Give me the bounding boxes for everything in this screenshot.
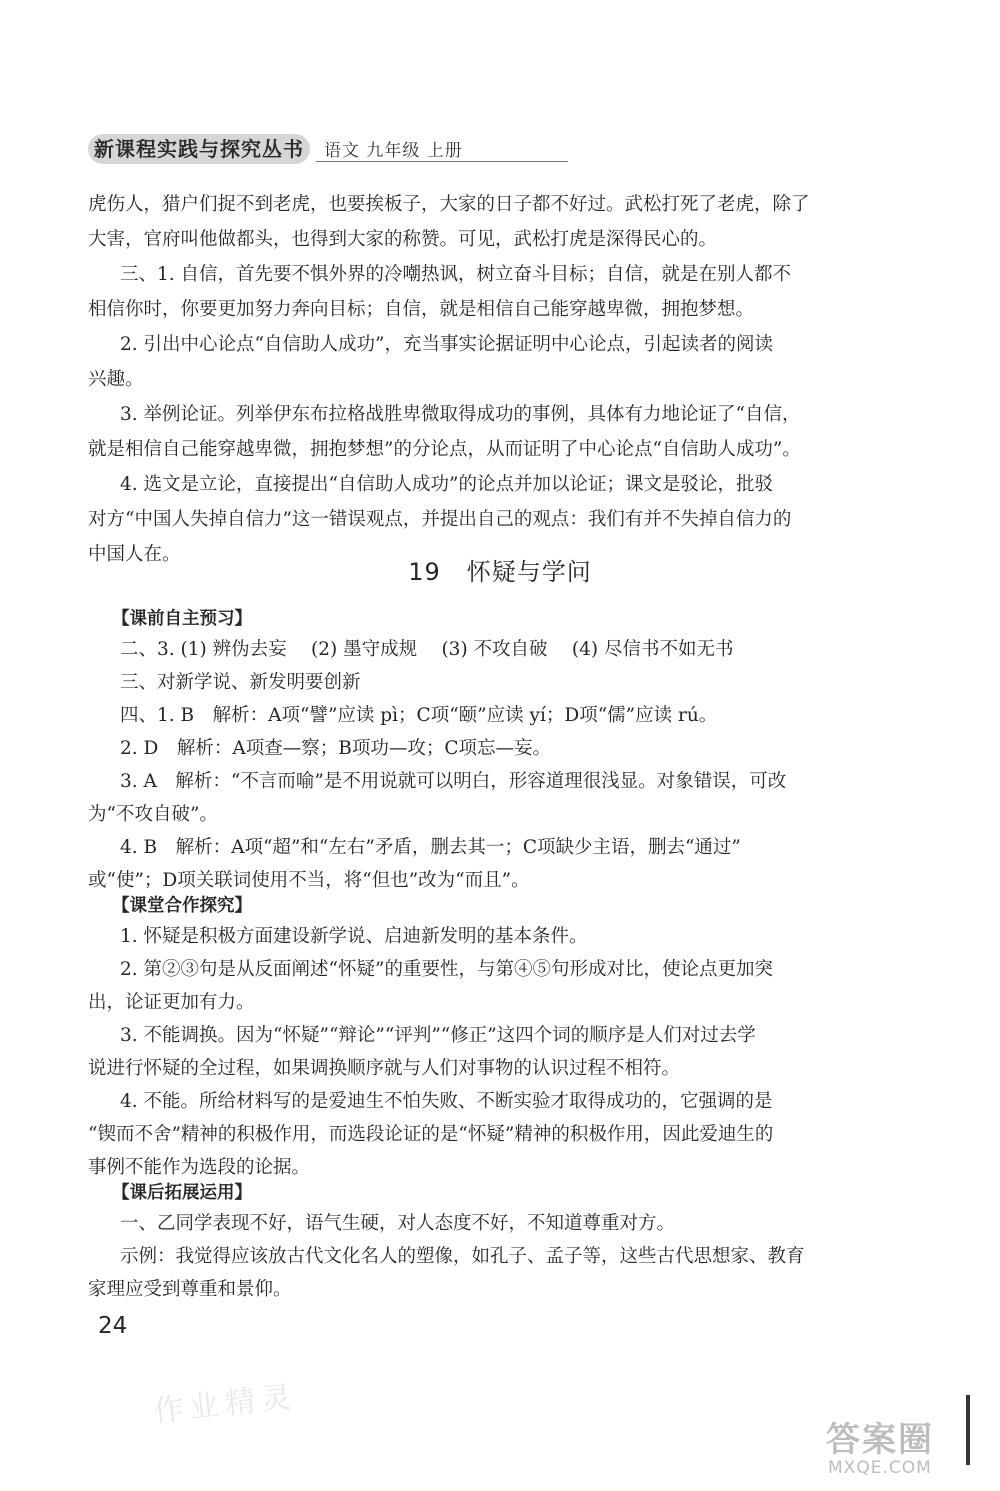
page-number: 24 [98,1313,128,1339]
text-line: 中国人在。 [88,544,181,565]
text-line: 一、乙同学表现不好，语气生硬，对人态度不好，不知道尊重对方。 [120,1213,676,1234]
text-line: 2. 第②③句是从反面阐述“怀疑”的重要性，与第④⑤句形成对比，使论点更加突 [120,959,773,980]
text-line: 家理应受到尊重和景仰。 [88,1279,292,1300]
subject-label: 语文 九年级 上册 [324,141,463,161]
logo-url: MXQE.COM [828,1458,932,1478]
section-title [0,557,1000,587]
text-line: 示例：我觉得应该放古代文化名人的塑像，如孔子、孟子等，这些古代思想家、教育 [120,1246,805,1267]
text-line: 3. 不能调换。因为“怀疑”“辩论”“评判”“修正”这四个词的顺序是人们对过去学 [120,1025,756,1046]
text-line: 或“使”；D项关联词使用不当，将“但也”改为“而且”。 [88,870,530,891]
text-line: 兴趣。 [88,369,144,390]
text-line: 就是相信自己能穿越卑微，拥抱梦想”的分论点，从而证明了中心论点“自信助人成功”。 [88,439,801,460]
series-title: 新课程实践与探究丛书 [88,134,310,164]
site-logo [826,1412,986,1482]
text-line: 2. D 解析：A项查—察；B项功—攻；C项忘—妄。 [120,738,551,759]
text-line: 大害，官府叫他做都头，也得到大家的称赞。可见，武松打虎是深得民心的。 [88,229,718,250]
logo-text: 答案圈 [826,1420,934,1460]
watermark: 作业精灵 [151,1379,299,1430]
text-line: 2. 引出中心论点“自信助人成功”，充当事实论据证明中心论点，引起读者的阅读 [120,334,773,355]
text-line: 三、1. 自信，首先要不惧外界的冷嘲热讽，树立奋斗目标；自信，就是在别人都不 [120,264,792,285]
text-line: 出，论证更加有力。 [88,992,255,1013]
text-line: 事例不能作为选段的论据。 [88,1157,311,1178]
text-line: 二、3. (1) 辨伪去妄 (2) 墨守成规 (3) 不攻自破 (4) 尽信书不如无书 [120,639,734,660]
text-line: 为“不攻自破”。 [88,804,218,825]
extension-heading: 【课后拓展运用】 [112,1183,252,1203]
section-name: 怀疑与学问 [466,558,592,586]
preview-heading: 【课前自主预习】 [112,609,252,629]
text-line: 三、对新学说、新发明要创新 [120,672,361,693]
text-line: 3. A 解析：“不言而喻”是不用说就可以明白，形容道理很浅显。对象错误，可改 [120,771,787,792]
text-line: 4. B 解析：A项“超”和“左右”矛盾，删去其一；C项缺少主语，删去“通过” [120,837,741,858]
text-line: 四、1. B 解析：A项“譬”应读 pì；C项“颐”应读 yí；D项“儒”应读 rú。 [120,705,718,726]
text-line: 对方“中国人失掉自信力”这一错误观点，并提出自己的观点：我们有并不失掉自信力的 [88,509,792,530]
text-line: “锲而不舍”精神的积极作用，而选段论证的是“怀疑”精神的积极作用，因此爱迪生的 [88,1124,774,1145]
text-line: 4. 不能。所给材料写的是爱迪生不怕失败、不断实验才取得成功的，它强调的是 [120,1091,773,1112]
text-line: 4. 选文是立论，直接提出“自信助人成功”的论点并加以论证；课文是驳论，批驳 [120,474,773,495]
text-line: 相信你时，你要更加努力奔向目标；自信，就是相信自己能穿越卑微，拥抱梦想。 [88,299,755,320]
text-line: 1. 怀疑是积极方面建设新学说、启迪新发明的基本条件。 [120,926,588,947]
section-number: 19 [408,558,441,586]
classroom-heading: 【课堂合作探究】 [112,896,252,916]
header-rule [316,161,568,162]
text-line: 3. 举例论证。列举伊东布拉格战胜卑微取得成功的事例，具体有力地论证了“自信， [120,404,801,425]
text-line: 虎伤人，猎户们捉不到老虎，也要挨板子，大家的日子都不好过。武松打死了老虎，除了 [88,194,810,215]
text-line: 说进行怀疑的全过程，如果调换顺序就与人们对事物的认识过程不相符。 [88,1058,681,1079]
book-header [88,134,480,166]
